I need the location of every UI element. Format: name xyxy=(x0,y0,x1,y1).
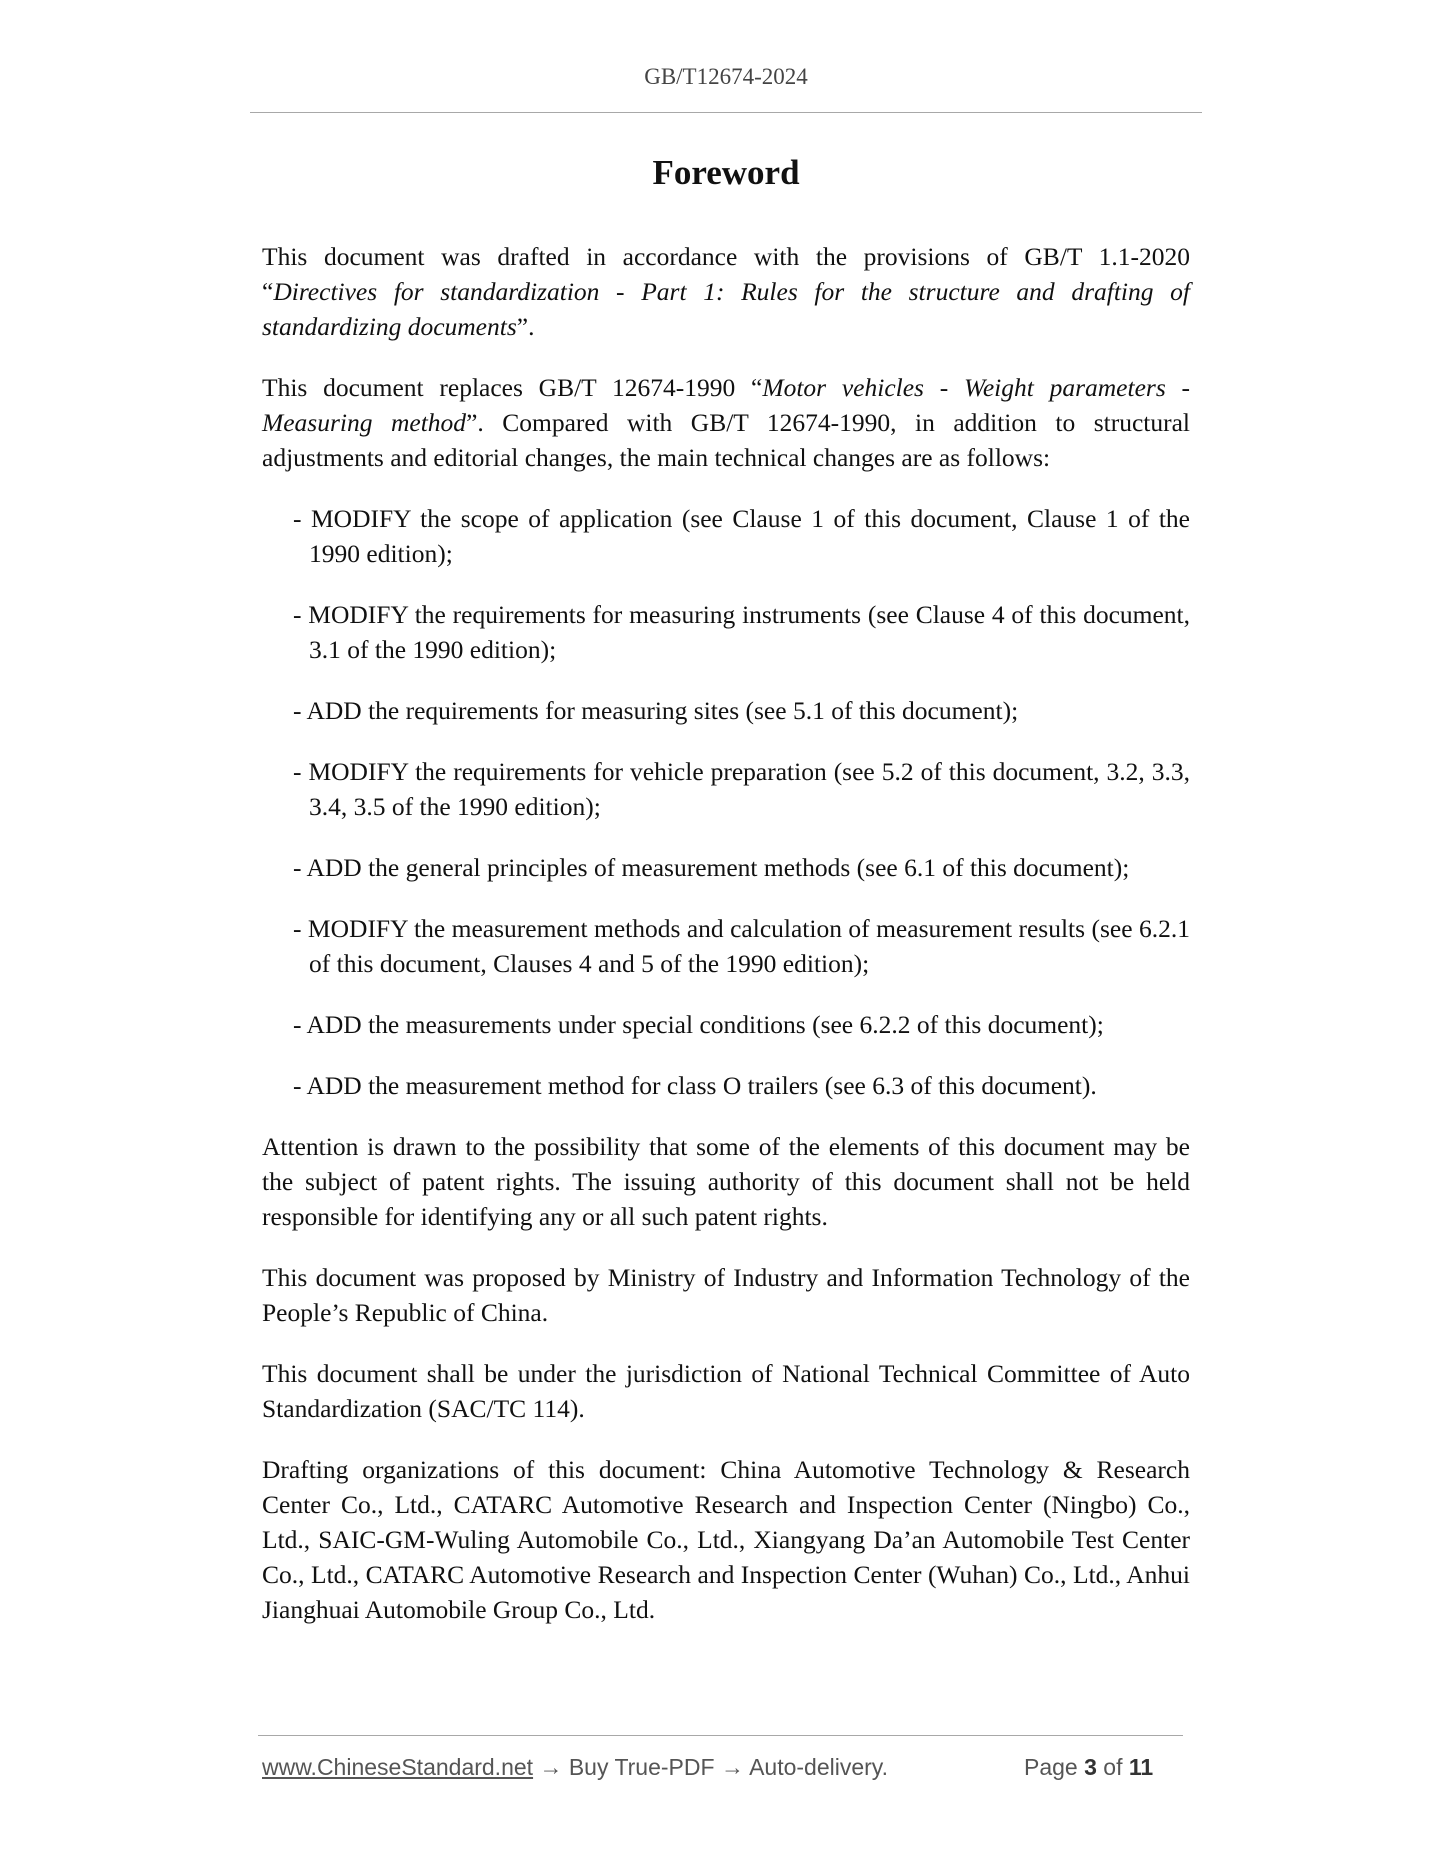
paragraph-patent-notice: Attention is drawn to the possibility that some of the elements of this document may be the subject of patent rights. The issuing authority of this document shall not be held responsible for identifying any or all such patent rights. xyxy=(262,1132,1190,1231)
page-total: 11 xyxy=(1128,1754,1154,1780)
change-list-item: - MODIFY the requirements for measuring instruments (see Clause 4 of this document, 3.1 of the 1990 edition); xyxy=(293,600,1190,664)
arrow-right-icon: → xyxy=(720,1754,744,1780)
page-of-label: of xyxy=(1103,1754,1123,1780)
auto-delivery-text: Auto-delivery. xyxy=(749,1754,888,1780)
buy-pdf-text: Buy True-PDF xyxy=(568,1754,715,1780)
document-id-header: GB/T12674-2024 xyxy=(644,64,808,89)
change-list-item: - ADD the measurement method for class O trailers (see 6.3 of this document). xyxy=(293,1071,1097,1100)
change-list-item: - MODIFY the requirements for vehicle preparation (see 5.2 of this document, 3.2, 3.3, 3.4, 3.5 of the 1990 edition); xyxy=(293,757,1190,821)
change-list-item: - ADD the measurements under special conditions (see 6.2.2 of this document); xyxy=(293,1010,1104,1039)
change-list-item: - ADD the general principles of measurement methods (see 6.1 of this document); xyxy=(293,853,1130,882)
page-current: 3 xyxy=(1084,1754,1097,1780)
paragraph-replaces xyxy=(262,370,1190,475)
replaced-standard-title: Motor vehicles - Weight parameters - Measuring method xyxy=(262,373,1190,437)
paragraph-jurisdiction: This document shall be under the jurisdiction of National Technical Committee of Auto Standardization (SAC/TC 114). xyxy=(262,1359,1190,1423)
page-label: Page xyxy=(1024,1754,1078,1780)
change-list-item: - MODIFY the scope of application (see Clause 1 of this document, Clause 1 of the 1990 edition); xyxy=(293,504,1190,568)
paragraph-drafting-rules xyxy=(262,239,1190,344)
change-list-item: - MODIFY the measurement methods and calculation of measurement results (see 6.2.1 of this document, Clauses 4 and 5 of the 1990 edition); xyxy=(293,914,1190,978)
arrow-right-icon: → xyxy=(539,1754,563,1780)
footer-promo xyxy=(262,1754,888,1781)
header-divider xyxy=(250,112,1202,113)
foreword-body xyxy=(262,239,1190,1627)
text-segment: ”. xyxy=(516,312,535,341)
change-list-item: - ADD the requirements for measuring sites (see 5.1 of this document); xyxy=(293,696,1019,725)
paragraph-proposed-by: This document was proposed by Ministry of Industry and Information Technology of the People’s Republic of China. xyxy=(262,1263,1190,1327)
cited-standard-title: Directives for standardization - Part 1: Rules for the structure and drafting of standardizing documents xyxy=(262,277,1190,341)
footer-divider xyxy=(258,1735,1183,1736)
paragraph-drafting-organizations: Drafting organizations of this document: China Automotive Technology & Research Center Co., Ltd., CATARC Automotive Research and Inspection Center (Ningbo) Co., Ltd., SAIC-GM-Wuling Automobile Co., Ltd., Xiangyang Da’an Automobile Test Center Co., Ltd., CATARC Automotive Research and Inspection Center (Wuhan) Co., Ltd., Anhui Jianghuai Automobile Group Co., Ltd. xyxy=(262,1455,1190,1624)
text-segment: ”. Compared with GB/T 12674-1990, in addition to structural adjustments and editorial changes, the main technical changes are as follows: xyxy=(262,408,1191,472)
page-footer xyxy=(262,1754,1187,1784)
website-link[interactable]: www.ChineseStandard.net xyxy=(262,1754,534,1780)
text-segment: This document replaces GB/T 12674-1990 “ xyxy=(262,373,763,402)
page-number xyxy=(1024,1754,1153,1781)
text-segment: This document was drafted in accordance with the provisions of GB/T 1.1-2020 “ xyxy=(262,242,1190,306)
page-title: Foreword xyxy=(652,153,800,192)
